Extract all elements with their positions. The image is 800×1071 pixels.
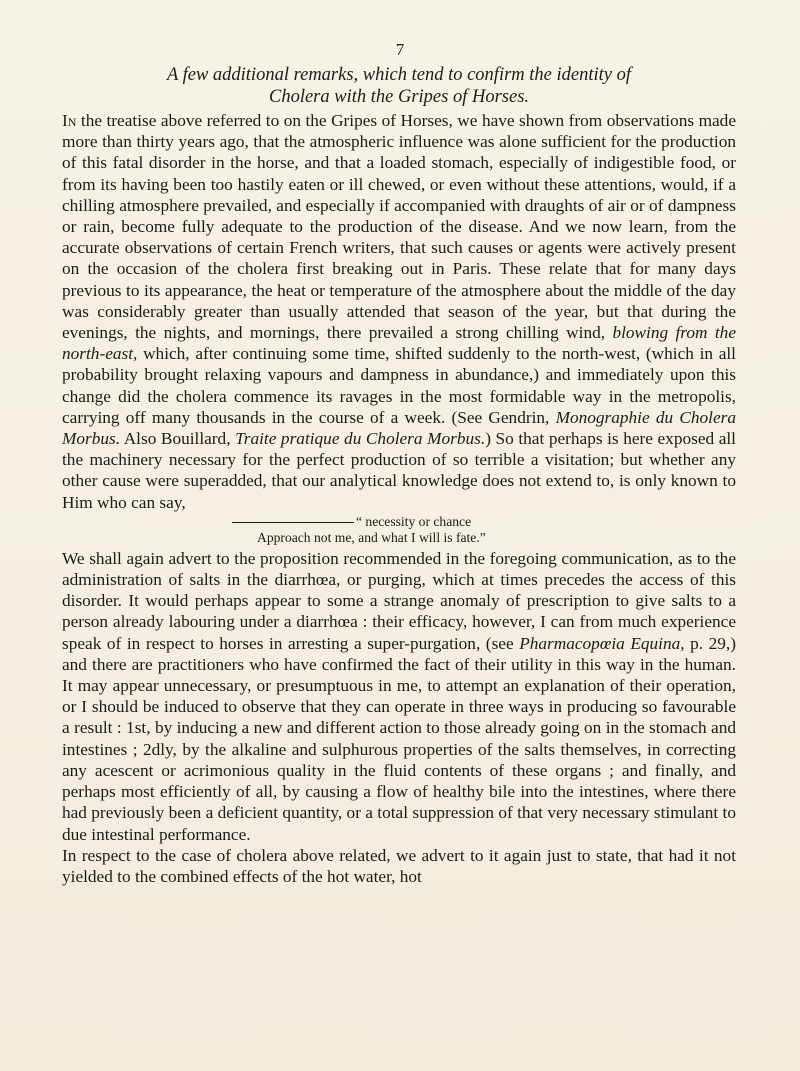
- paragraph-1-text-b: which, after continuing some time, shifted suddenly to the north-west, (which in all probability brought relaxing vapours and dampness in abundance,) and immediately upon this change did the cholera commence its ravages in the most formidable way in the metropolis, carrying off many thousands in the course of a week. (See Gendrin,: [62, 344, 736, 427]
- heading-line-1: A few additional remarks, which tend to confirm the identity of: [167, 65, 631, 85]
- paragraph-1-text-a: the treatise above referred to on the Gripes of Horses, we have shown from observations made more than thirty years ago, that the atmospheric influence was alone sufficient for the production of this fatal disorder in the horse, and that a loaded stomach, especially of indigestible food, or from its having been too hastily eaten or ill chewed, or even without these attentions, would, if a chilling atmosphere prevailed, and especially if accompanied with draughts of air or of dampness or rain, become fully adequate to the production of the disease. And we now learn, from the accurate observations of certain French writers, that such causes or agents were actively present on the occasion of the cholera first breaking out in Paris. These relate that for many days previous to its appearance, the heat or temperature of the atmosphere about the middle of the day was considerably greater than usually attended that season of the year, but that during the evenings, the nights, and mornings, there prevailed a strong chilling wind,: [62, 111, 736, 343]
- verse-line-2: Approach not me, and what I will is fate.”: [257, 529, 486, 545]
- paragraph-1-italic-gendrin: Monographie du Cholera Morbus.: [62, 407, 736, 449]
- paragraph-1-text-d: ) So that perhaps is here exposed all the machinery necessary for the perfect production of so terrible a visitation; but whether any other cause were superadded, that our analytical knowledge does not extend to, is only known to Him who can say,: [62, 429, 736, 512]
- verse-line-1: [62, 514, 736, 530]
- paragraph-1-first-word: In: [62, 111, 77, 130]
- paragraph-2-italic-pharmacopoeia: Pharmacopœia Equina,: [519, 633, 685, 653]
- paragraph-1-italic-wind: blowing from the north-east,: [62, 323, 736, 364]
- paragraph-1-text-c: Also Bouillard,: [120, 429, 236, 449]
- paragraph-1: [62, 110, 736, 513]
- page-body: [62, 64, 736, 887]
- page-number: 7: [395, 40, 405, 59]
- verse-quotation: [62, 514, 736, 546]
- paragraph-1-italic-bouillard: Traite pratique du Cholera Morbus.: [235, 429, 486, 449]
- verse-line-1-text: “ necessity or chance: [356, 513, 472, 529]
- paragraph-2-text-a: We shall again advert to the proposition recommended in the foregoing communication, as to the administration of salts in the diarrhœa, or purging, which at times precedes the access of this disorder. It would perhaps appear to some a strange anomaly of prescription to give salts to a person already labouring under a diarrhœa : their efficacy, however, I can from much experience speak of in respect to horses in arresting a super-purgation, (see: [62, 548, 736, 653]
- verse-dash-rule: [232, 522, 354, 523]
- section-heading: [62, 64, 736, 108]
- paragraph-2: [62, 548, 736, 845]
- paragraph-2-text-b: p. 29,) and there are practitioners who have confirmed the fact of their utility in this way in the human. It may appear unnecessary, or presumptuous in me, to attempt an explanation of their operation, or I should be induced to observe that they can operate in three ways in producing so favourable a result : 1st, by inducing a new and different action to those already going on in the stomach and intestines ; 2dly, by the alkaline and sulphurous properties of the salts themselves, in correcting any acescent or acrimonious quality in the fluid contents of these organs ; and finally, and perhaps most efficiently of all, by causing a flow of healthy bile into the intestines, where there had previously been a deficient quantity, or a total suppression of that very necessary stimulant to due intestinal performance.: [62, 633, 736, 844]
- paragraph-3: In respect to the case of cholera above related, we advert to it again just to state, that had it not yielded to the combined effects of the hot water, hot: [62, 845, 736, 886]
- heading-line-2: Cholera with the Gripes of Horses.: [268, 87, 530, 107]
